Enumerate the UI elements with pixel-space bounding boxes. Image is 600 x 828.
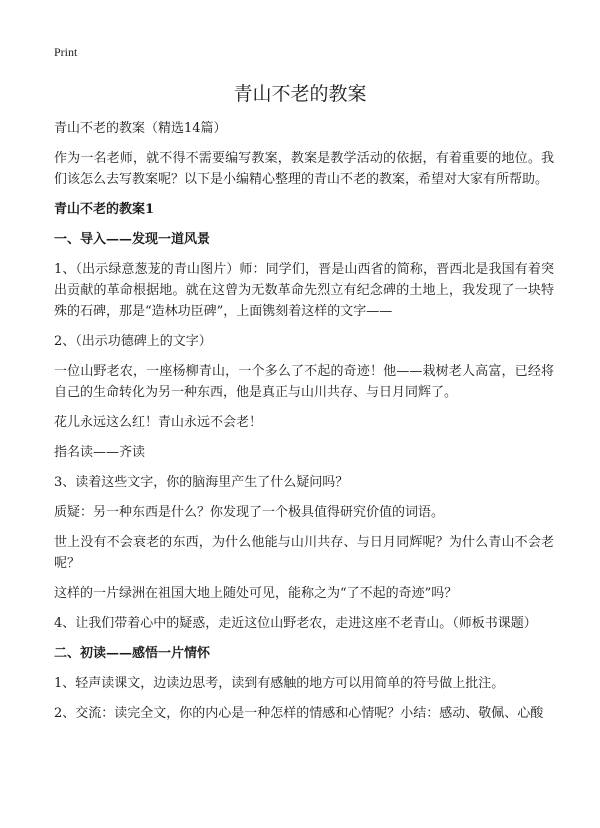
section-heading-introduction: 一、导入——发现一道风景	[54, 232, 211, 247]
paragraph: 这样的一片绿洲在祖国大地上随处可见，能称之为“了不起的奇迹”吗？	[54, 586, 458, 601]
section-heading-lesson-1: 青山不老的教案1	[54, 202, 155, 217]
paragraph: 质疑：另一种东西是什么？你发现了一个极具值得研究价值的词语。	[54, 505, 445, 520]
paragraph: 一位山野老农，一座杨柳青山，一个多么了不起的奇迹！他——栽树老人高富，已经将自己的生命转化为另一种东西，他是真正与山川共存、与日月同辉了。	[54, 364, 554, 400]
paragraph: 指名读——齐读	[54, 445, 146, 460]
paragraph: 1、轻声读课文，边读边思考，读到有感触的地方可以用简单的符号做上批注。	[54, 676, 505, 691]
paragraph: 花儿永远这么红！青山永远不会老！	[54, 415, 263, 430]
document-body	[54, 118, 554, 733]
paragraph-intro: 作为一名老师，就不得不需要编写教案，教案是教学活动的依据，有着重要的地位。我们该怎么去写教案呢？以下是小编精心整理的青山不老的教案，希望对大家有所帮助。	[54, 151, 554, 187]
print-label: Print	[54, 45, 78, 59]
paragraph: 2、（出示功德碑上的文字）	[54, 334, 212, 349]
section-heading-first-reading: 二、初读——感悟一片情怀	[54, 646, 211, 661]
paragraph: 3、读着这些文字，你的脑海里产生了什么疑问吗？	[54, 475, 349, 490]
document-title: 青山不老的教案	[233, 83, 367, 105]
paragraph: 4、让我们带着心中的疑惑，走近这位山野老农，走进这座不老青山。（师板书课题）	[54, 616, 537, 631]
paragraph: 世上没有不会衰老的东西，为什么他能与山川共存、与日月同辉呢？为什么青山不会老呢？	[54, 535, 554, 571]
paragraph-subtitle: 青山不老的教案（精选14篇）	[54, 121, 227, 136]
paragraph: 2、交流：读完全文，你的内心是一种怎样的情感和心情呢？小结：感动、敬佩、心酸	[54, 706, 544, 721]
paragraph: 1、（出示绿意葱茏的青山图片）师：同学们，晋是山西省的简称，晋西北是我国有着突出贡献的革命根据地。就在这曾为无数革命先烈立有纪念碑的土地上，我发现了一块特殊的石碑，那是“造林功臣碑”，上面镌刻着这样的文字——	[54, 262, 554, 319]
